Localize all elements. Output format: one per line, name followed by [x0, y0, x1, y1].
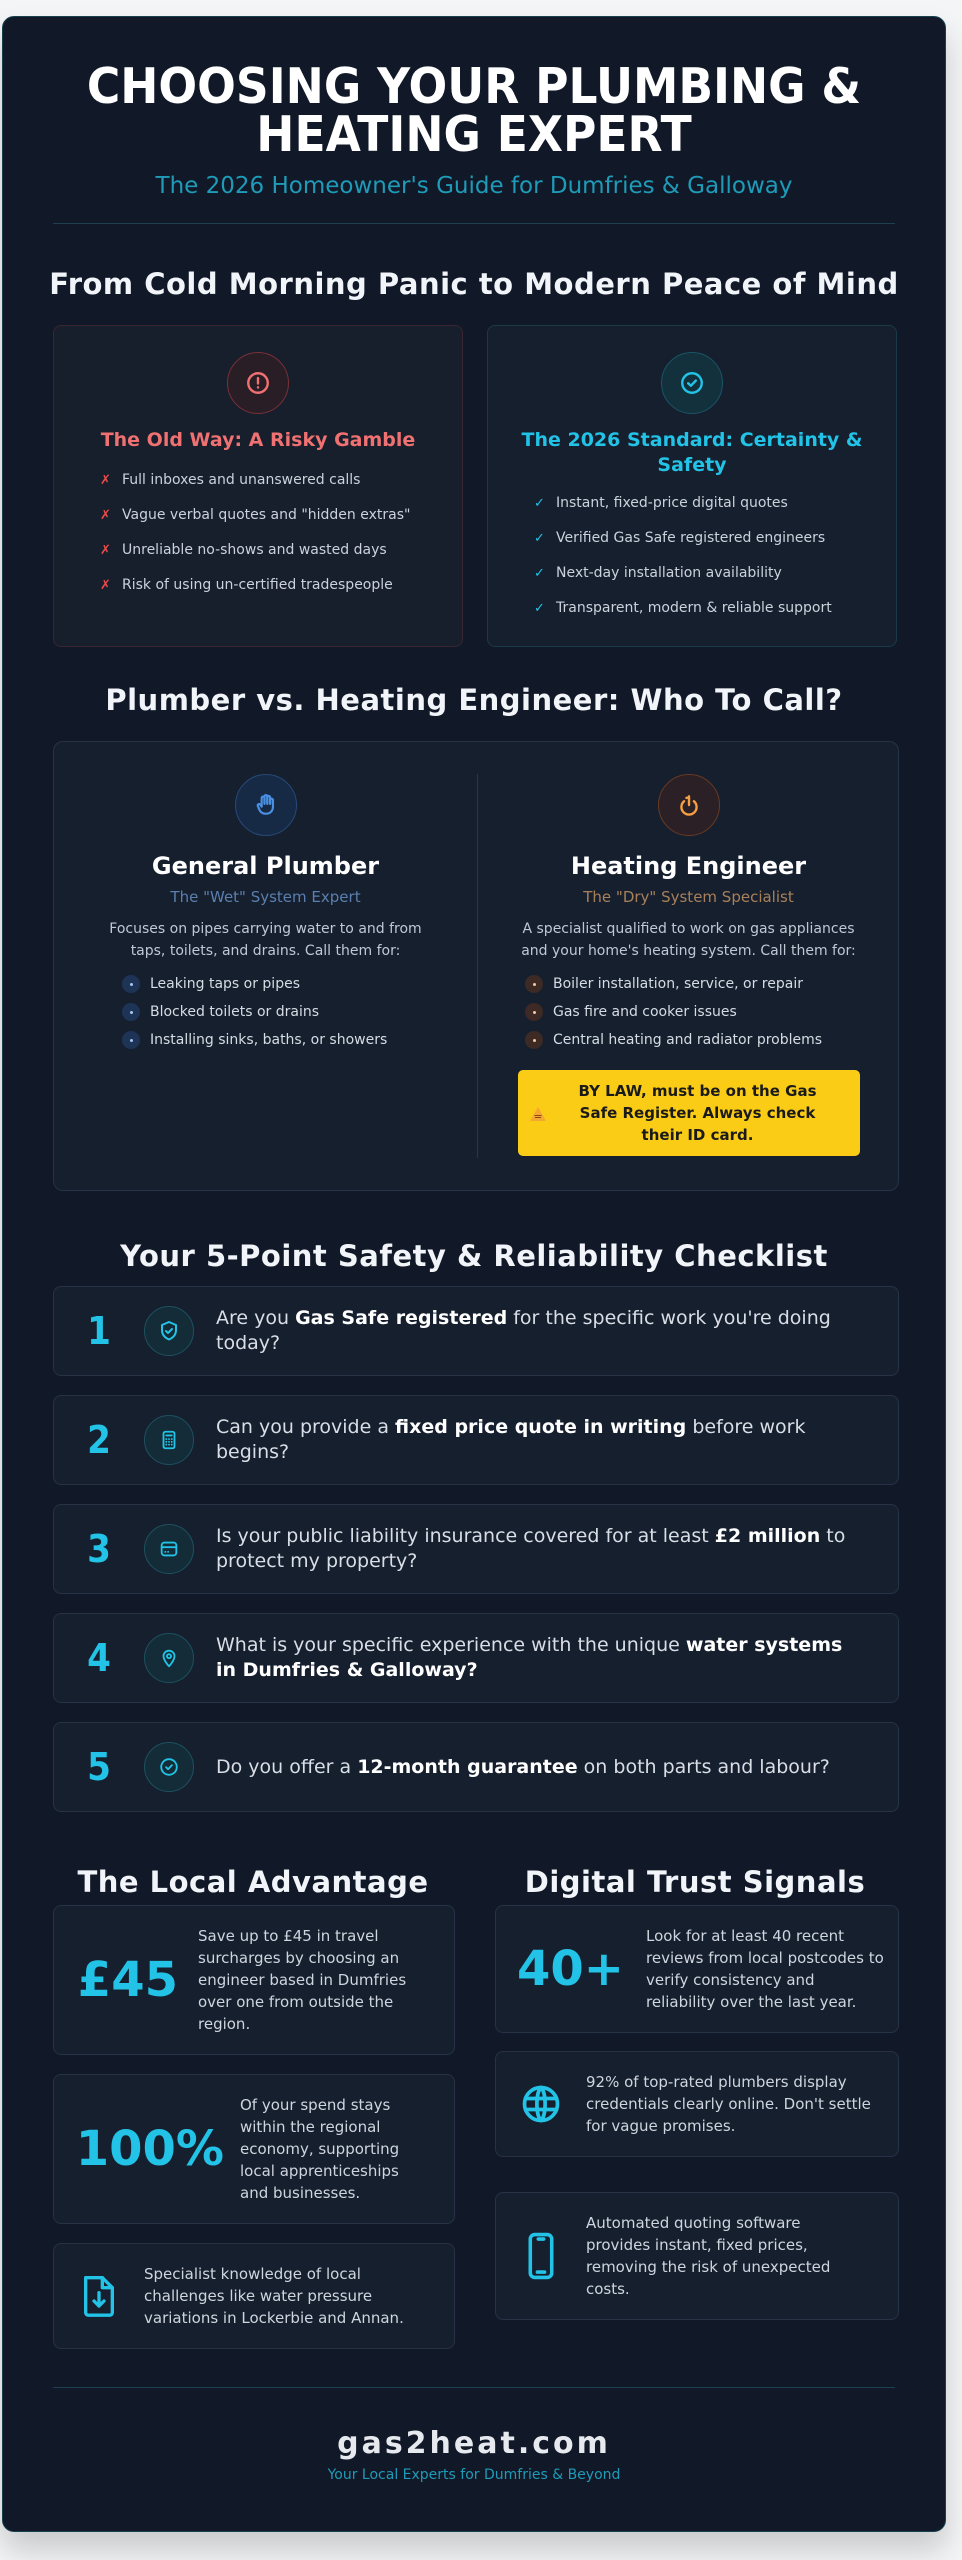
checklist-text: What is your specific experience with the unique water systems in Dumfries & Galloway? — [216, 1634, 843, 1681]
checklist-number: 5 — [87, 1745, 111, 1789]
list-item: ✗ Risk of using un-certified tradespeople — [100, 568, 462, 603]
list-item: ✓ Instant, fixed-price digital quotes — [534, 486, 896, 521]
gas-safe-triangle-icon — [530, 1106, 546, 1125]
comparison-section — [53, 325, 899, 647]
comparison-title: From Cold Morning Panic to Modern Peace of Mind — [49, 267, 899, 301]
engineer-list — [525, 970, 900, 1054]
old-way-heading: The Old Way: A Risky Gamble — [100, 429, 416, 451]
stat-text: Specialist knowledge of local challenges like water pressure variations in Lockerbie and Annan. — [144, 2265, 404, 2327]
gas-safe-warning — [518, 1070, 860, 1156]
page-subtitle: The 2026 Homeowner's Guide for Dumfries & Galloway — [155, 173, 793, 199]
stat-text: Look for at least 40 recent reviews from local postcodes to verify consistency and reliability over the last year. — [646, 1927, 884, 2011]
bullet-icon — [122, 1003, 140, 1021]
local-stat-card — [53, 2074, 455, 2224]
list-item: ✗ Vague verbal quotes and "hidden extras" — [100, 498, 462, 533]
local-stat-card — [53, 1905, 455, 2055]
checklist-item-1 — [53, 1286, 899, 1376]
stat-text: 92% of top-rated plumbers display credentials clearly online. Don't settle for vague promises. — [586, 2073, 871, 2135]
checklist-text: Is your public liability insurance covered for at least £2 million to protect my property? — [216, 1525, 846, 1572]
stat-text: Of your spend stays within the regional economy, supporting local apprenticeships and businesses. — [240, 2096, 400, 2202]
check-icon: ✓ — [534, 496, 545, 511]
new-standard-list — [534, 486, 896, 626]
plumber-subheading: The "Wet" System Expert — [170, 888, 361, 906]
alert-circle-icon — [227, 352, 289, 414]
check-icon: ✓ — [534, 566, 545, 581]
checklist-item-4 — [53, 1613, 899, 1703]
cross-icon: ✗ — [100, 578, 111, 593]
list-item: Boiler installation, service, or repair — [525, 970, 900, 998]
engineer-description: A specialist qualified to work on gas appliances and your home's heating system. Call them for: — [521, 921, 856, 959]
checklist-text: Do you offer a 12-month guarantee on both parts and labour? — [216, 1755, 830, 1778]
checklist-item-3 — [53, 1504, 899, 1594]
divider — [53, 223, 895, 224]
title-line-2: HEATING EXPERT — [256, 106, 692, 163]
brand-link[interactable]: gas2heat.com — [337, 2426, 611, 2461]
stat-value: 100% — [75, 2121, 224, 2177]
checklist-title: Your 5-Point Safety & Reliability Checklist — [120, 1239, 828, 1273]
credit-card-icon — [144, 1524, 194, 1574]
check-circle-icon — [144, 1742, 194, 1792]
digital-trust-title: Digital Trust Signals — [524, 1865, 866, 1899]
globe-icon — [496, 2082, 586, 2126]
local-advantage-title: The Local Advantage — [77, 1865, 429, 1899]
check-icon: ✓ — [534, 531, 545, 546]
engineer-heading: Heating Engineer — [570, 852, 807, 880]
cross-icon: ✗ — [100, 473, 111, 488]
checklist-item-2 — [53, 1395, 899, 1485]
list-item: ✓ Transparent, modern & reliable support — [534, 591, 896, 626]
checklist-number: 4 — [87, 1636, 111, 1680]
plumber-column — [54, 742, 477, 1054]
warning-text: BY LAW, must be on the Gas Safe Register. Always check their ID card. — [578, 1082, 817, 1144]
bullet-icon — [525, 975, 543, 993]
hand-icon — [235, 774, 297, 836]
bullet-icon — [525, 1003, 543, 1021]
stat-value: 40+ — [516, 1941, 624, 1997]
local-stat-card — [53, 2243, 455, 2349]
file-download-icon — [54, 2272, 144, 2320]
checklist-number: 1 — [87, 1309, 111, 1353]
old-way-card — [53, 325, 463, 647]
new-standard-heading: The 2026 Standard: Certainty & Safety — [521, 429, 863, 476]
stat-value: £45 — [77, 1952, 178, 2008]
checklist-item-5 — [53, 1722, 899, 1812]
map-pin-icon — [144, 1633, 194, 1683]
new-standard-card — [487, 325, 897, 647]
list-item: Blocked toilets or drains — [122, 998, 477, 1026]
digital-stat-card — [495, 2192, 899, 2320]
bullet-icon — [122, 975, 140, 993]
flame-power-icon — [658, 774, 720, 836]
checklist-number: 3 — [87, 1527, 111, 1571]
cross-icon: ✗ — [100, 508, 111, 523]
footer — [3, 2387, 945, 2483]
plumber-description: Focuses on pipes carrying water to and from taps, toilets, and drains. Call them for: — [109, 921, 422, 959]
infographic — [2, 16, 946, 2532]
digital-stat-card — [495, 1905, 899, 2033]
bullet-icon — [525, 1031, 543, 1049]
list-item: ✗ Unreliable no-shows and wasted days — [100, 533, 462, 568]
versus-section — [53, 741, 899, 1191]
header — [3, 17, 945, 224]
bullet-icon — [122, 1031, 140, 1049]
check-icon: ✓ — [534, 601, 545, 616]
checklist-number: 2 — [87, 1418, 111, 1462]
list-item: Installing sinks, baths, or showers — [122, 1026, 477, 1054]
cross-icon: ✗ — [100, 543, 111, 558]
list-item: ✓ Next-day installation availability — [534, 556, 896, 591]
stat-text: Save up to £45 in travel surcharges by choosing an engineer based in Dumfries over one from outside the region. — [198, 1927, 407, 2033]
plumber-list — [122, 970, 477, 1054]
list-item: ✗ Full inboxes and unanswered calls — [100, 463, 462, 498]
old-way-list — [100, 463, 462, 603]
calculator-icon — [144, 1415, 194, 1465]
plumber-heading: General Plumber — [151, 852, 380, 880]
tagline: Your Local Experts for Dumfries & Beyond — [327, 2467, 621, 2483]
divider — [53, 2387, 895, 2388]
list-item: ✓ Verified Gas Safe registered engineers — [534, 521, 896, 556]
page-title — [36, 58, 912, 163]
list-item: Leaking taps or pipes — [122, 970, 477, 998]
versus-title: Plumber vs. Heating Engineer: Who To Call? — [105, 683, 843, 717]
digital-stat-card — [495, 2051, 899, 2157]
checklist-text: Are you Gas Safe registered for the specific work you're doing today? — [216, 1307, 831, 1354]
smartphone-icon — [496, 2231, 586, 2281]
title-line-1: CHOOSING YOUR PLUMBING & — [86, 58, 862, 115]
stat-text: Automated quoting software provides instant, fixed prices, removing the risk of unexpected costs. — [586, 2214, 831, 2298]
engineer-column — [477, 742, 900, 1156]
shield-check-icon — [144, 1306, 194, 1356]
list-item: Central heating and radiator problems — [525, 1026, 900, 1054]
checklist-text: Can you provide a fixed price quote in writing before work begins? — [216, 1416, 806, 1463]
engineer-subheading: The "Dry" System Specialist — [583, 888, 794, 906]
list-item: Gas fire and cooker issues — [525, 998, 900, 1026]
check-circle-icon — [661, 352, 723, 414]
